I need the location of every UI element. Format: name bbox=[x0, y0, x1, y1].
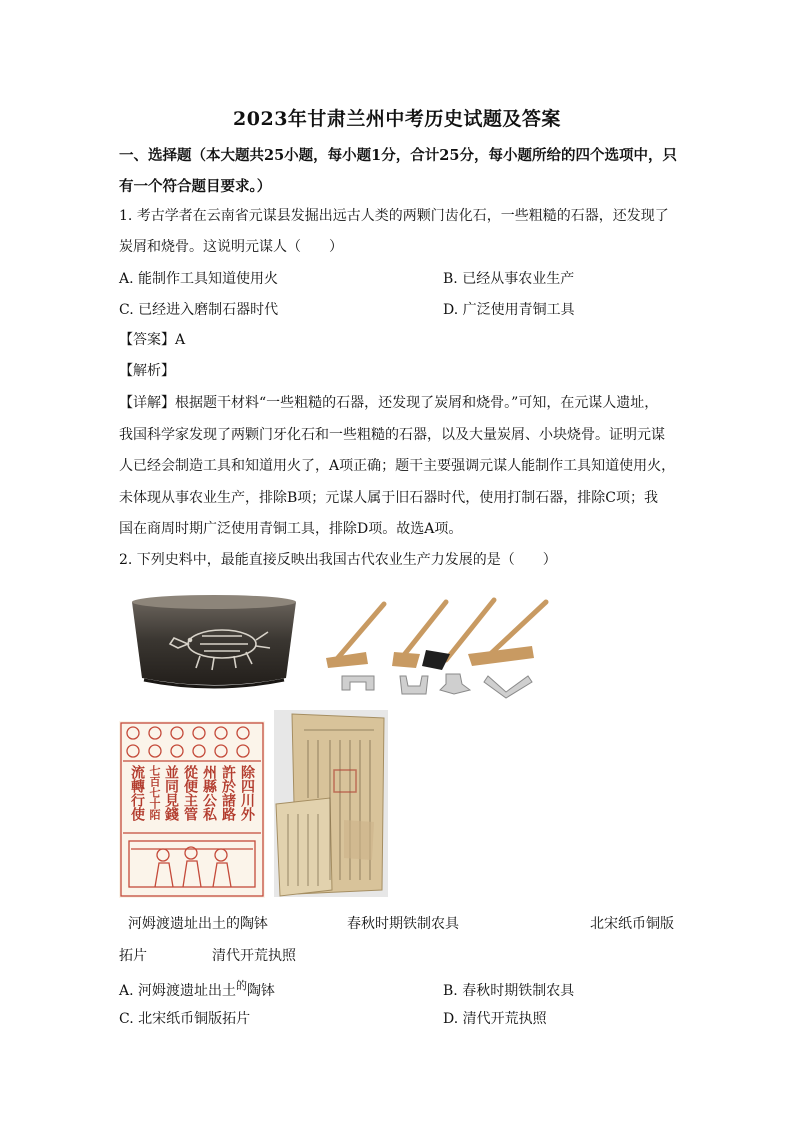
q2-stem: 2. 下列史料中，最能直接反映出我国古代农业生产力发展的是（ ） bbox=[119, 552, 557, 568]
banknote-column-4: 從便主管 bbox=[182, 765, 198, 821]
q2-option-b: B. 春秋时期铁制农具 bbox=[443, 983, 575, 999]
q1-option-c: C. 已经进入磨制石器时代 bbox=[119, 302, 279, 318]
caption-banknote: 北宋纸币铜版 bbox=[590, 916, 674, 932]
q1-answer: 【答案】A bbox=[119, 332, 186, 348]
banknote-column-7: 流轉行使 bbox=[129, 765, 145, 821]
q2-option-a-superscript: 的 bbox=[236, 979, 248, 992]
banknote-column-6: 七百七十陌 bbox=[148, 765, 161, 820]
section-heading-line1: 一、选择题（本大题共25小题，每小题1分，合计25分，每小题所给的四个选项中，只 bbox=[119, 147, 677, 164]
section-heading-line2: 有一个符合题目要求。） bbox=[119, 178, 272, 195]
q1-option-b: B. 已经从事农业生产 bbox=[443, 271, 575, 287]
pottery-bowl-image bbox=[130, 592, 298, 696]
q1-stem-line1: 1. 考古学者在云南省元谋县发掘出远古人类的两颗门齿化石，一些粗糙的石器，还发现了 bbox=[119, 208, 669, 224]
banknote-column-1: 除四川外 bbox=[239, 765, 255, 821]
q1-stem-line2: 炭屑和烧骨。这说明元谋人（ ） bbox=[119, 239, 343, 255]
q1-analysis-label: 【解析】 bbox=[119, 363, 175, 379]
q1-option-d: D. 广泛使用青铜工具 bbox=[443, 302, 575, 318]
qing-reclamation-license-image bbox=[274, 710, 388, 897]
q1-detail-line4: 未体现从事农业生产，排除B项；元谋人属于旧石器时代，使用打制石器，排除C项；我 bbox=[119, 490, 658, 506]
q1-detail-line2: 我国科学家发现了两颗门牙化石和一些粗糙的石器，以及大量炭屑、小块烧骨。证明元谋 bbox=[119, 427, 665, 443]
q1-detail-line1: 【详解】根据题干材料“一些粗糙的石器，还发现了炭屑和烧骨。”可知，在元谋人遗址， bbox=[119, 395, 659, 411]
page-title: 2023年甘肃兰州中考历史试题及答案 bbox=[233, 108, 561, 130]
banknote-column-3: 州縣公私 bbox=[201, 765, 217, 821]
q2-option-a bbox=[119, 980, 275, 1000]
q1-detail-line5: 国在商周时期广泛使用青铜工具，排除D项。故选A项。 bbox=[119, 521, 463, 537]
iron-farm-tools-image bbox=[322, 596, 554, 700]
banknote-column-2: 許於諸路 bbox=[220, 765, 236, 821]
q2-option-d: D. 清代开荒执照 bbox=[443, 1011, 547, 1027]
q2-option-c: C. 北宋纸币铜版拓片 bbox=[119, 1011, 251, 1027]
q2-option-a-text: A. 河姆渡遗址出土 bbox=[119, 983, 237, 999]
song-banknote-rubbing-image bbox=[119, 721, 265, 898]
q2-option-a-text-end: 陶钵 bbox=[247, 983, 276, 999]
caption-license: 清代开荒执照 bbox=[212, 948, 296, 964]
banknote-column-5: 並同見錢 bbox=[163, 765, 179, 821]
caption-iron-tools: 春秋时期铁制农具 bbox=[347, 916, 459, 932]
q1-detail-line3: 人已经会制造工具和知道用火了，A项正确；题干主要强调元谋人能制作工具知道使用火， bbox=[119, 458, 676, 474]
caption-banknote-cont: 拓片 bbox=[119, 948, 147, 964]
q1-option-a: A. 能制作工具知道使用火 bbox=[119, 271, 279, 287]
caption-pottery-bowl: 河姆渡遗址出土的陶钵 bbox=[128, 916, 268, 932]
